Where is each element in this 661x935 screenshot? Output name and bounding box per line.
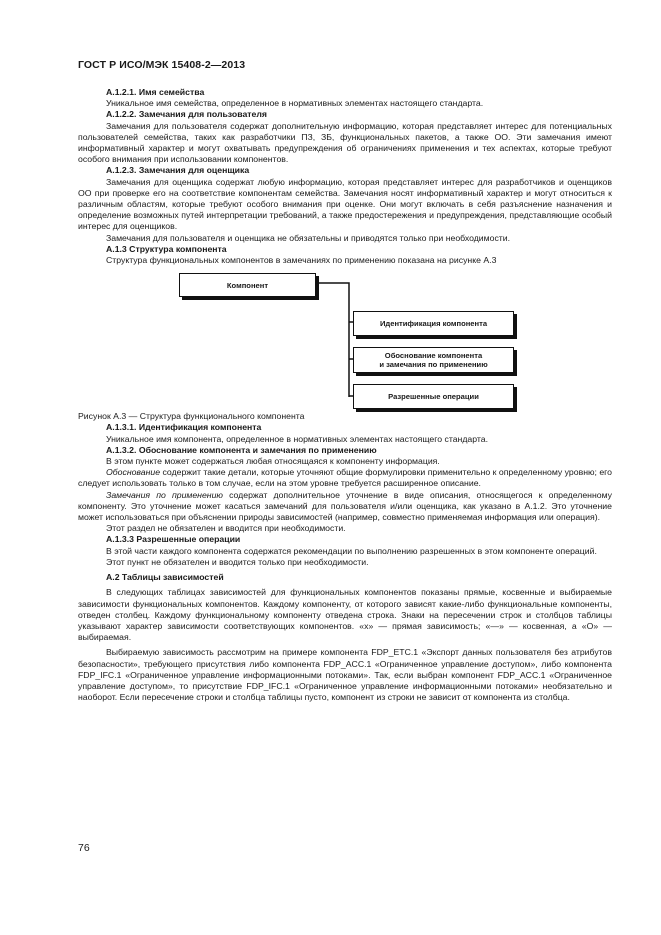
- section-heading: А.1.3.2. Обоснование компонента и замечания по применению: [106, 444, 377, 455]
- section-heading: А.2 Таблицы зависимостей: [106, 572, 224, 583]
- page-content: [78, 87, 612, 703]
- paragraph: [78, 467, 612, 489]
- paragraph-text: содержит такие детали, которые уточняют общие формулировки применительно к определенному уровню; его следует использовать только в том случае, если на этом уровне требуется расширенное описание.: [78, 467, 612, 489]
- diagram-child-identification: [353, 311, 514, 336]
- paragraph: Уникальное имя компонента, определенное в нормативных элементах настоящего стандарта.: [106, 433, 488, 444]
- paragraph: В следующих таблицах зависимостей для функциональных компонентов показаны прямые, косвенные и выбираемые зависимости функциональных компонентов. Каждому компоненту, от которого зависят какие-либо функциональные компоненты, отведен столбец. Каждому функциональному компоненту отведена строка. Знаки на пересечении строк и столбцов таблицы указывают характер зависимости соответствующих компонентов. «x» — прямая зависимость; «—» — косвенная, а «O» — выбираемая.: [78, 587, 612, 643]
- paragraph: [78, 490, 612, 524]
- paragraph: Этот пункт не обязателен и вводится только при необходимости.: [106, 556, 369, 567]
- paragraph: Уникальное имя семейства, определенное в нормативных элементах настоящего стандарта.: [106, 98, 484, 109]
- paragraph: Структура функциональных компонентов в замечаниях по применению показана на рисунке А.3: [106, 255, 497, 266]
- section-heading: А.1.2.2. Замечания для пользователя: [106, 109, 267, 120]
- paragraph: Замечания для пользователя содержат дополнительную информацию, которая представляет интерес для потенциальных пользователей семейства, таких как разработчики ПЗ, ЗБ, функциональных пакетов, а также ОО. Эти замечания имеют информативный характер и могут охватывать предупреждения об ограничениях применения и тех аспектах, которые требуют особого внимания при использовании компонентов.: [78, 120, 612, 165]
- diagram-child-label: Обоснование компонента: [384, 350, 483, 360]
- paragraph: Замечания для оценщика содержат любую информацию, которая представляет интерес для разработчиков и оценщиков ОО при проверке его на соответствие компонентам семейства. Замечания носят информативный характер и могут относиться к различным областям, которые требуют особого внимания при оценке. Они могут включать в себя разъяснение назначения и определение возможных путей интерпретации требований, а также предостережения и предупреждения, представляющие особый интерес для оценщиков.: [78, 176, 612, 232]
- section-heading: А.1.3.3 Разрешенные операции: [106, 534, 241, 545]
- italic-term: Обоснование: [106, 467, 161, 478]
- page-number: 76: [78, 842, 90, 854]
- diagram-child-label: Идентификация компонента: [379, 319, 488, 328]
- diagram-child-label: и замечания по применению: [379, 360, 488, 370]
- paragraph: В этой части каждого компонента содержатся рекомендации по выполнению разрешенных в этом компоненте операций.: [106, 545, 597, 556]
- paragraph: Замечания для пользователя и оценщика не обязательны и приводятся только при необходимости.: [106, 232, 511, 243]
- paragraph: В этом пункте может содержаться любая относящаяся к компоненту информация.: [106, 456, 440, 467]
- figure-caption: Рисунок А.3 — Структура функционального компонента: [78, 411, 305, 422]
- italic-term: Замечания по применению: [106, 489, 223, 500]
- section-heading: А.1.3.1. Идентификация компонента: [106, 422, 262, 433]
- paragraph-text: содержат дополнительное уточнение в виде описания, относящегося к определенному компоненту. Это уточнение может касаться замечаний для пользователя и/или оценщика, как указано в А.1.2. Это уточнение может использоваться при объяснении природы зависимостей (например, совместно применяемая информация или операция).: [78, 489, 612, 523]
- diagram-root-label: Компонент: [226, 280, 269, 290]
- diagram-child-rationale: [353, 347, 514, 373]
- diagram-child-label: Разрешенные операции: [388, 392, 479, 401]
- diagram-connectors: [78, 273, 612, 411]
- section-heading: А.1.3 Структура компонента: [106, 243, 227, 254]
- paragraph: Этот раздел не обязателен и вводится при необходимости.: [106, 523, 346, 534]
- section-heading: А.1.2.3. Замечания для оценщика: [106, 165, 250, 176]
- diagram-child-operations: [353, 384, 514, 409]
- component-structure-diagram: [78, 273, 612, 411]
- section-heading: А.1.2.1. Имя семейства: [106, 87, 205, 97]
- paragraph: Выбираемую зависимость рассмотрим на примере компонента FDP_ETC.1 «Экспорт данных пользователя без атрибутов безопасности», требующего присутствия либо компонента FDP_ACC.1 «Ограниченное управление доступом», либо компонента FDP_IFC.1 «Ограниченное управление информационными потоками». Так, если выбран компонент FDP_ACC.1 «Ограниченное управление доступом», то присутствие FDP_IFC.1 «Ограниченное управление информационными потоками» необязательно и наоборот. Если пересечение строки и столбца таблицы пусто, компонент из строки не зависит от компонента из столбца.: [78, 647, 612, 703]
- diagram-root-box: [179, 273, 316, 297]
- document-header: ГОСТ Р ИСО/МЭК 15408-2—2013: [78, 59, 246, 71]
